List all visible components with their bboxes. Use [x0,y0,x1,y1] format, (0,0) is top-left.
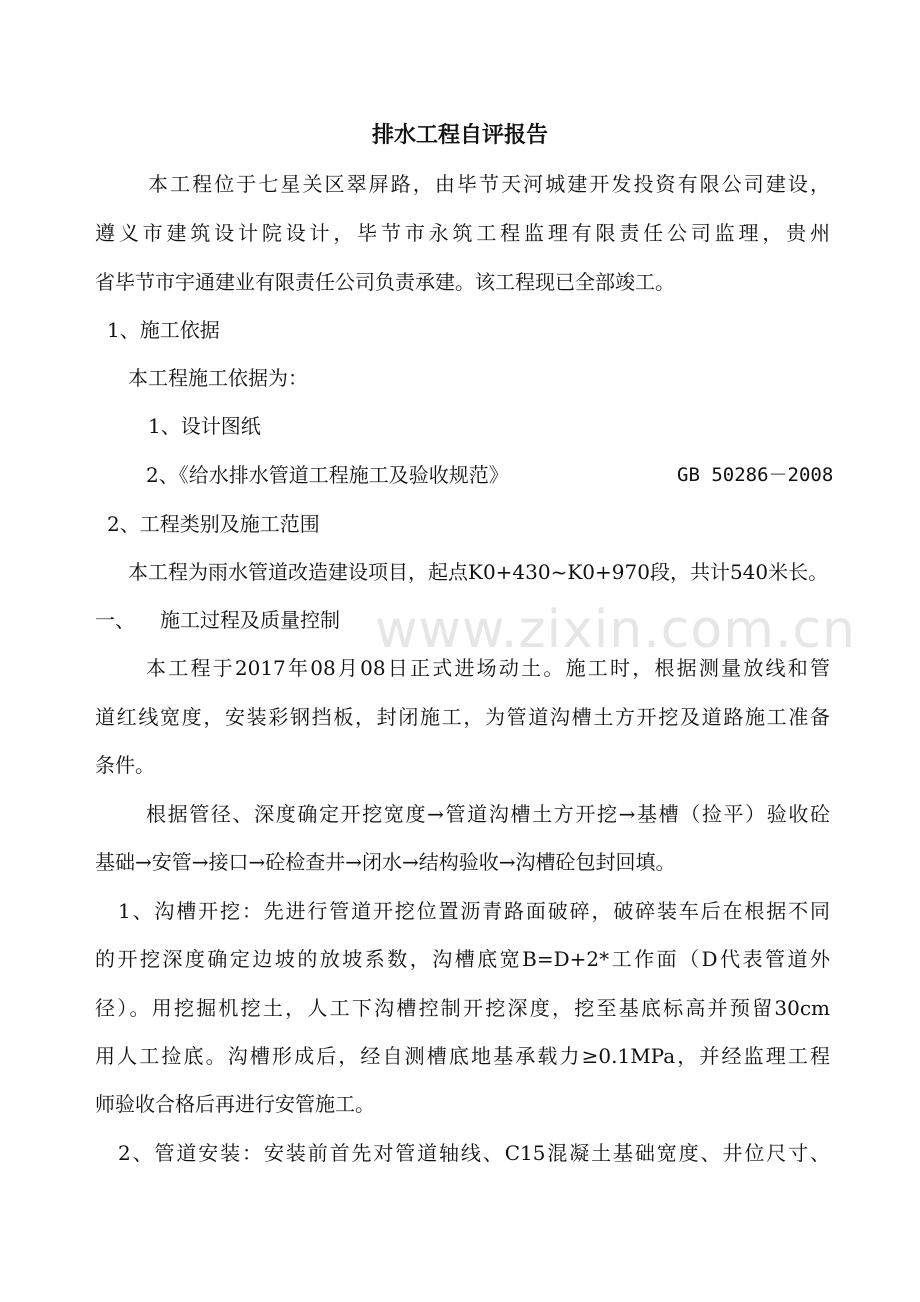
paragraph-line: 本工程施工依据为： [128,366,308,390]
section-heading: 施工过程及质量控制 [160,608,340,632]
paragraph-line: 本工程位于七星关区翠屏路，由毕节天河城建开发投资有限公司建设， [148,172,830,196]
paragraph-line: 径）。用挖掘机挖土，人工下沟槽控制开挖深度，挖至基底标高并预留30cm [95,996,830,1020]
list-item: 2、《给水排水管道工程施工及验收规范》 [146,463,509,487]
paragraph-line: 2、管道安装：安装前首先对管道轴线、C15混凝土基础宽度、井位尺寸、 [118,1141,830,1165]
paragraph-line: 用人工捡底。沟槽形成后，经自测槽底地基承载力≥0.1MPa，并经监理工程 [95,1044,830,1068]
watermark-text: www.zixin.com.cn [375,600,856,660]
paragraph-line: 的开挖深度确定边坡的放坡系数，沟槽底宽B=D+2*工作面（D代表管道外 [95,947,830,971]
paragraph-line: 1、沟槽开挖：先进行管道开挖位置沥青路面破碎，破碎装车后在根据不同 [118,899,830,923]
section-number: 一、 [95,608,135,632]
section-heading: 2、工程类别及施工范围 [107,512,320,536]
paragraph-line: 道红线宽度，安装彩钢挡板，封闭施工，为管道沟槽土方开挖及道路施工准备 [95,705,830,729]
standard-code: GB 50286－2008 [677,464,834,486]
paragraph-line: 本工程为雨水管道改造建设项目，起点K0+430~K0+970段，共计540米长。 [128,560,829,584]
paragraph-line: 师验收合格后再进行安管施工。 [95,1092,375,1116]
document-title: 排水工程自评报告 [371,123,548,148]
list-item: 1、设计图纸 [148,414,261,438]
paragraph-line: 本工程于2017年08月08日正式进场动土。施工时，根据测量放线和管 [146,656,830,680]
section-heading: 1、施工依据 [107,318,220,342]
paragraph-line: 基础→安管→接口→砼检查井→闭水→结构验收→沟槽砼包封回填。 [95,850,676,874]
paragraph-line: 遵义市建筑设计院设计，毕节市永筑工程监理有限责任公司监理，贵州 [95,221,830,245]
paragraph-line: 条件。 [95,753,155,777]
paragraph-line: 根据管径、深度确定开挖宽度→管道沟槽土方开挖→基槽（捡平）验收砼 [146,802,830,826]
paragraph-line: 省毕节市宇通建业有限责任公司负责承建。该工程现已全部竣工。 [95,270,675,294]
